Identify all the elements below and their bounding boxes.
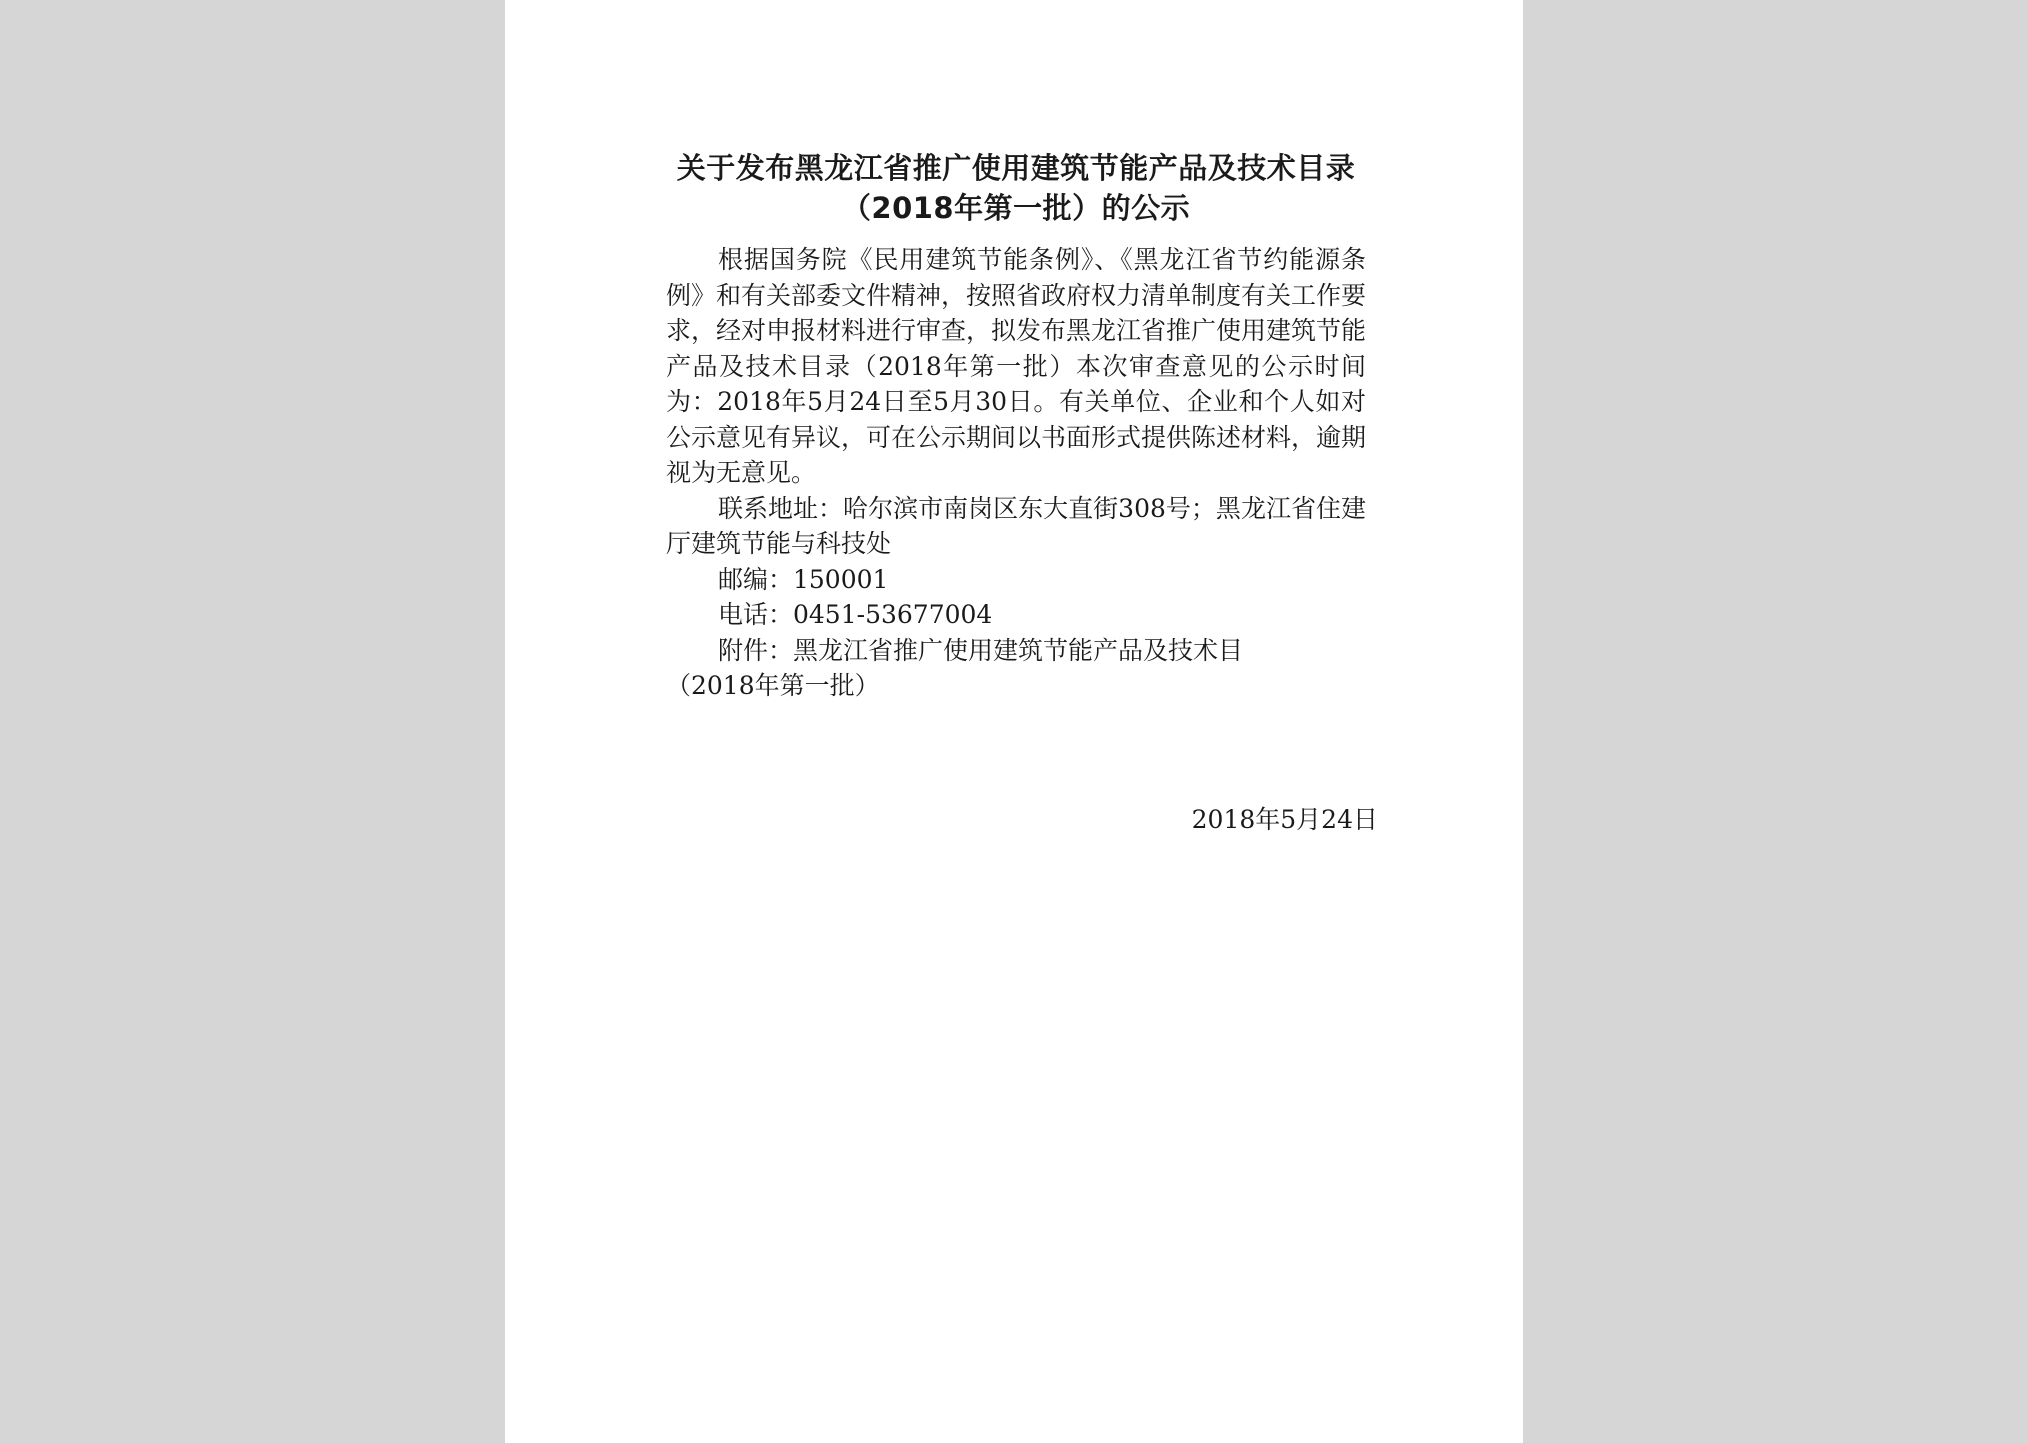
document-title: 关于发布黑龙江省推广使用建筑节能产品及技术目录（2018年第一批）的公示	[676, 151, 1356, 225]
body-paragraph: 根据国务院《民用建筑节能条例》、《黑龙江省节约能源条例》和有关部委文件精神，按照省政府权力清单制度有关工作要求，经对申报材料进行审查，拟发布黑龙江省推广使用建筑节能产品及技术目录（2018年第一批）本次审查意见的公示时间为：2018年5月24日至5月30日。有关单位、企业和个人如对公示意见有异议，可在公示期间以书面形式提供陈述材料，逾期视为无意见。	[666, 245, 1367, 487]
contact-phone: 电话：0451-53677004	[718, 600, 993, 629]
document-page	[505, 0, 1523, 1443]
attachment-line: 附件：黑龙江省推广使用建筑节能产品及技术目	[718, 635, 1244, 665]
contact-address: 联系地址：哈尔滨市南岗区东大直街308号；黑龙江省住建厅建筑节能与科技处	[666, 493, 1366, 558]
page-content	[666, 148, 1378, 837]
contact-postcode: 邮编：150001	[718, 564, 889, 594]
document-date: 2018年5月24日	[1191, 804, 1378, 834]
attachment-continuation: （2018年第一批）	[666, 671, 880, 700]
